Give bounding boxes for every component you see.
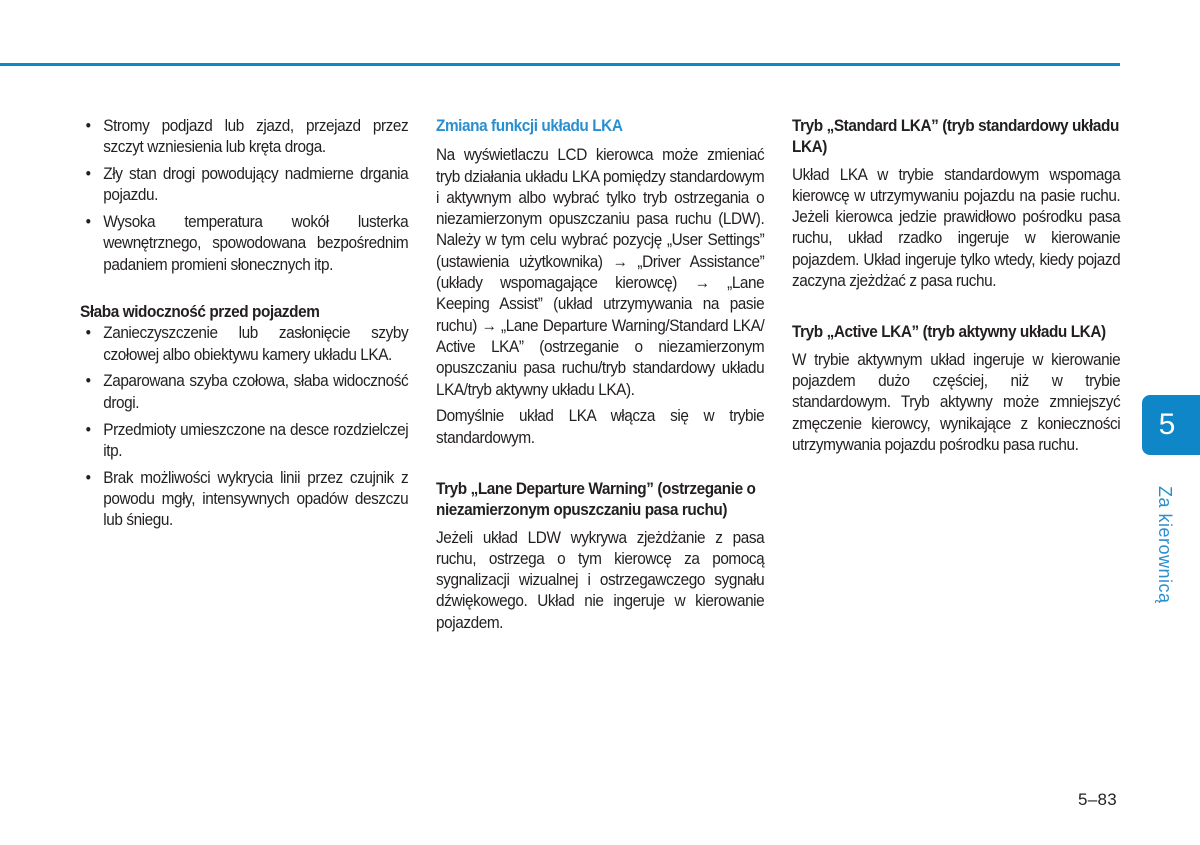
chapter-tab <box>1142 395 1200 455</box>
paragraph-active-lka: W trybie aktywnym układ ingeruje w kierowanie pojazdem dużo częściej, niż w trybie standardowym. Tryb aktywny może zmniejszyć zmęczenie kierowcy, wynikające z konieczności utrzymywania pojazdu pośrodku pasa ruchu. <box>792 350 1121 454</box>
heading-standard-lka: Tryb „Standard LKA” (tryb standardowy układu LKA) <box>792 117 1119 157</box>
heading-ldw-mode: Tryb „Lane Departure Warning” (ostrzeganie o niezamierzonym opuszczaniu pasa ruchu) <box>436 479 756 520</box>
paragraph-default-mode: Domyślnie układ LKA włącza się w trybie standardowym. <box>436 407 765 447</box>
list-item: • Zaparowana szyba czołowa, słaba widoczność drogi. <box>80 371 408 414</box>
page-number: 5–83 <box>1078 790 1118 809</box>
paragraph-mode-change: Na wyświetlaczu LCD kierowca może zmieniać tryb działania układu LKA pomiędzy standardowym i aktywnym albo wybrać tylko tryb ostrzegania o niezamierzonym opuszczaniu pasa ruchu (LDW). Należy w tym celu wybrać pozycję „User Settings” (ustawienia użytkownika) → „Driver Assistance” (układy wspomagające kierowcę) → „Lane Keeping Assist” (układ utrzymywania na pasie ruchu) → „Lane Departure Warning/Standard LKA/ Active LKA” (ostrzeganie o niezamierzonym opuszczaniu pasa ruchu/tryb standardowy układu LKA/tryb aktywny układu LKA). <box>436 146 765 399</box>
paragraph-standard-lka: Układ LKA w trybie standardowym wspomaga kierowcę w utrzymywaniu pojazdu na pasie ruchu. Jeżeli kierowca jedzie prawidłowo pośrodku pasa ruchu, układ rzadko ingeruje w kierowanie pojazdem. Układ ingeruje tylko wtedy, kiedy pojazd zaczyna zjeżdżać z pasa ruchu. <box>792 165 1121 291</box>
paragraph-ldw-mode: Jeżeli układ LDW wykrywa zjeżdżanie z pasa ruchu, ostrzega o tym kierowcę za pomocą sygnalizacji wizualnej i ostrzegawczego sygnału dźwiękowego. Układ nie ingeruje w kierowanie pojazdem. <box>436 528 765 632</box>
chapter-number: 5 <box>1158 408 1176 441</box>
section-title: Zmiana funkcji układu LKA <box>436 117 623 135</box>
conditions-list-road <box>80 116 408 276</box>
chapter-title: Za kierownicą <box>1155 486 1175 604</box>
list-item: • Przedmioty umieszczone na desce rozdzielczej itp. <box>80 420 408 463</box>
heading-active-lka: Tryb „Active LKA” (tryb aktywny układu LKA) <box>792 323 1106 342</box>
list-item: • Zanieczyszczenie lub zasłonięcie szyby czołowej albo obiektywu kamery układu LKA. <box>80 323 408 366</box>
column-middle <box>436 116 764 640</box>
column-right <box>792 116 1120 462</box>
list-item: • Stromy podjazd lub zjazd, przejazd przez szczyt wzniesienia lub kręta droga. <box>80 116 408 159</box>
list-item: • Wysoka temperatura wokół lusterka wewnętrznego, spowodowana bezpośrednim padaniem promieni słonecznych itp. <box>80 212 408 276</box>
subheading-visibility: Słaba widoczność przed pojazdem <box>80 303 320 322</box>
column-left <box>80 116 408 537</box>
conditions-list-visibility <box>80 323 408 531</box>
header-rule <box>0 63 1120 66</box>
list-item: • Zły stan drogi powodujący nadmierne drgania pojazdu. <box>80 164 408 207</box>
list-item: • Brak możliwości wykrycia linii przez czujnik z powodu mgły, intensywnych opadów deszczu lub śniegu. <box>80 468 408 532</box>
